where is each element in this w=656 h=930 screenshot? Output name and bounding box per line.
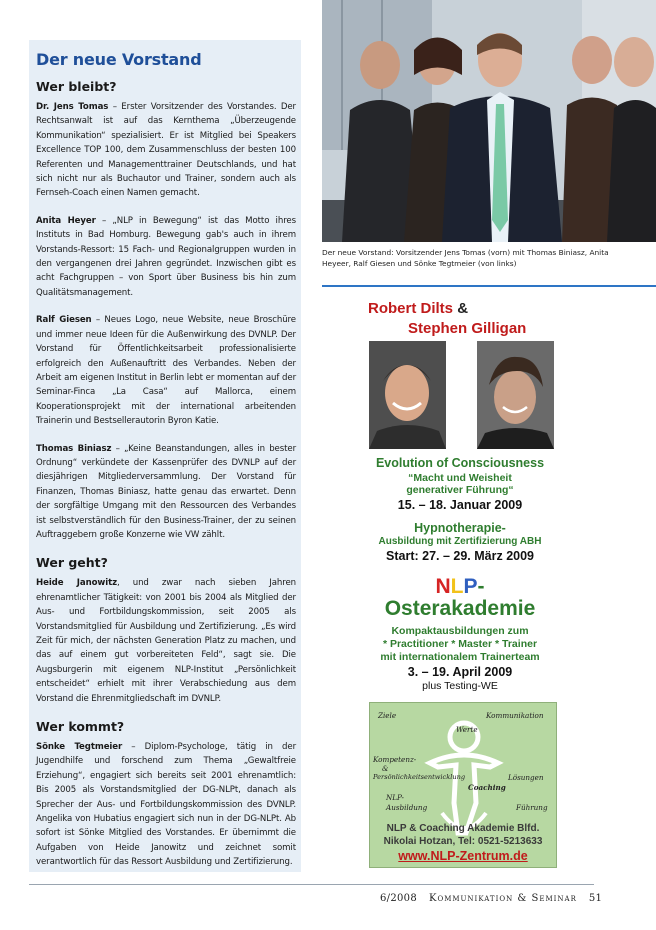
banner-kompetenz: Kompetenz- [373, 755, 417, 764]
footer-rule [29, 884, 594, 885]
person-name: Anita Heyer [36, 215, 96, 226]
paragraph-text: – Erster Vorsitzender des Vorstandes. Der Rechtsanwalt ist auf das Kernthema „Überzeugende Kommunikation“ spezialisiert. Er ist Mitglied bei Speakers Excellence TOP 100, dem Zusammenschluss der besten 100 Referenten und Managementtrainer Deutschlands, und hat sich nicht nur als Buchautor und Trainer, sondern auch als Fernseh-Coach einen Namen gemacht. [36, 102, 296, 199]
ad-event1-title: Evolution of Consciousness [375, 456, 545, 470]
banner-loesungen: Lösungen [508, 773, 544, 782]
banner-nlp: NLP- [386, 793, 404, 802]
ad-speaker-2: Stephen Gilligan [408, 320, 527, 337]
banner-coaching: Coaching [468, 783, 506, 792]
paragraph-text: – Diplom-Psychologe, tätig in der Jugendhilfe und forschend zum Thema „Gewaltfreie Erziehung“, engagiert sich bereits seit 2001 ehrenamtlich: Bis 2005 als Vorstandsmitglied der DG-NLPt, danach als Sprecher der Aus- und Fortbildungskommission des DVNLP. Angelika von Hubatius engagiert sich nun in der DG-NLPt. Ab sofort ist Sönke Mitglied des Vorstandes. Er übernimmt die Aufgaben von Heide Janowitz und zeichnet somit verantwortlich für das Ressort Ausbildung und Zertifizierung. [36, 742, 297, 868]
ad-event2-sub: Ausbildung mit Zertifizierung ABH [378, 536, 542, 547]
banner-contact: Nikolai Hotzan, Tel: 0521-5213633 [383, 836, 543, 847]
portrait-illustration [477, 341, 554, 449]
article-body [36, 50, 296, 883]
ad-event2-title: Hypnotherapie- [414, 521, 506, 535]
group-photo-illustration [322, 0, 656, 242]
ad-oster-date: 3. – 19. April 2009 [407, 665, 513, 679]
article-paragraph [36, 214, 296, 300]
paragraph-text: – „NLP in Bewegung“ ist das Motto ihres Instituts in Bad Homburg. Bewegung gab's auch in ihrem Vorstands-Ressort: 15 Fach- und Regionalgruppen wurden in den vergangenen drei Jahren gegründet. Inzwischen gibt es acht Fachgruppen – von Sport über Business bis hin zum Qualitätsmanagement. [36, 215, 296, 298]
ad-oster-plus: plus Testing-WE [422, 680, 498, 692]
person-name: Sönke Tegtmeier [36, 742, 123, 753]
banner-kommunikation: Kommunikation [486, 711, 544, 720]
ad-oster-line3: mit internationalem Trainerteam [380, 651, 540, 663]
page-number: 51 [588, 893, 603, 904]
banner-werte: Werte [456, 725, 478, 734]
banner-amp: & [382, 764, 389, 773]
ad-nlp-logo [360, 575, 560, 599]
section-heading: Wer geht? [36, 555, 108, 571]
article-panel [29, 40, 301, 872]
person-name: Heide Janowitz [36, 578, 118, 589]
nlp-letter-n: N [435, 575, 451, 598]
article-paragraph [36, 576, 296, 706]
article-title: Der neue Vorstand [36, 50, 202, 69]
banner-persoenlichkeit: Persönlichkeitsentwicklung [373, 773, 466, 781]
ad-oster-line2: * Practitioner * Master * Trainer [382, 638, 538, 650]
nlp-letter-l: L [450, 575, 464, 598]
article-paragraph [36, 442, 296, 543]
nlp-letter-p: P [463, 575, 478, 598]
paragraph-text: – Neues Logo, neue Website, neue Broschüre und immer neue Ideen für die Außenwirkung des DVNLP. Der Vorstand für Öffentlichkeitsarbeit professionalisierte erfolgreich den Außenauftritt des Verbandes. Neben der Arbeit am eigenen Institut in Berlin lebt er momentan auf der Seminar-Finca „La Casa“ auf Mallorca, einem Kooperationsprojekt mit der international arbeitenden Trainerin und Bestsellerautorin Byron Katie. [36, 315, 296, 427]
photo-caption: Der neue Vorstand: Vorsitzender Jens Tomas (vorn) mit Thomas Biniasz, Anita Heyeer, Ralf Giesen und Sönke Tegtmeier (von links) [322, 248, 609, 268]
person-name: Dr. Jens Tomas [36, 102, 109, 112]
banner-ziele: Ziele [378, 711, 397, 720]
person-name: Ralf Giesen [36, 315, 92, 326]
nlp-dash: - [477, 575, 485, 598]
paragraph-text: , und zwar nach sieben Jahren ehrenamtlicher Tätigkeit: von 2001 bis 2004 als Mitglied der Aus- und Fortbildungskommission, seit 2005 als Vorstandsmitglied für Ausbildung und Zertifizierung. „Es wird Zeit für mich, der nächsten Generation Platz zu machen, und das auf einem gut vorbereiteten Feld“, sagt sie. Die Augsburgerin mit eigenem NLP-Institut „Persönlichkeit entscheidet“ erhielt mit ihrer Verabschiedung aus dem Vorstand die Ehrenmitgliedschaft im DVNLP. [36, 578, 296, 704]
ad-portrait-dilts [369, 341, 446, 449]
ad-speaker-1 [368, 300, 468, 317]
article-paragraph [36, 100, 296, 201]
portrait-illustration [369, 341, 446, 449]
section-heading: Wer kommt? [36, 719, 125, 735]
article-paragraph [36, 740, 296, 870]
page-footer [380, 893, 602, 904]
ad-osterakademie: Osterakademie [384, 597, 536, 620]
footer-issue: 6/2008 [380, 893, 417, 904]
paragraph-text: – „Keine Beanstandungen, alles in bester Ordnung“ verkündete der Kassenprüfer des DVNLP auf der diesjährigen Mitgliederversammlung. Der Vorstand für Finanzen, Thomas Biniasz, hatte genau das erwartet. Denn der sorgfältige Umgang mit den Ressourcen des Verbandes ist selbstverständlich für den Business-Trainer, der zu seinen Auftraggebern große Konzerne wie VW zählt. [36, 443, 296, 540]
ad-event1-sub1: “Macht und Weisheit [408, 472, 512, 484]
banner-academy-name: NLP & Coaching Akademie Blfd. [386, 823, 540, 834]
person-name: Thomas Biniasz [36, 443, 112, 454]
board-photo [322, 0, 656, 242]
ad-ampersand: & [457, 300, 469, 317]
ad-portrait-gilligan [477, 341, 554, 449]
section-heading: Wer bleibt? [36, 79, 117, 94]
academy-banner [369, 702, 557, 868]
footer-magazine: Kommunikation & Seminar [428, 893, 577, 904]
banner-ausbildung: Ausbildung [386, 803, 428, 812]
ad-event1-date: 15. – 18. Januar 2009 [397, 498, 523, 512]
banner-fuehrung: Führung [516, 803, 548, 812]
ad-name-1: Robert Dilts [368, 300, 454, 317]
ad-event2-date: Start: 27. – 29. März 2009 [386, 549, 534, 563]
ad-oster-line1: Kompaktausbildungen zum [391, 625, 529, 637]
article-paragraph [36, 313, 296, 428]
divider-line [322, 285, 656, 287]
ad-event1-sub2: generativer Führung“ [406, 484, 514, 496]
banner-url-link[interactable]: www.NLP-Zentrum.de [398, 849, 528, 863]
